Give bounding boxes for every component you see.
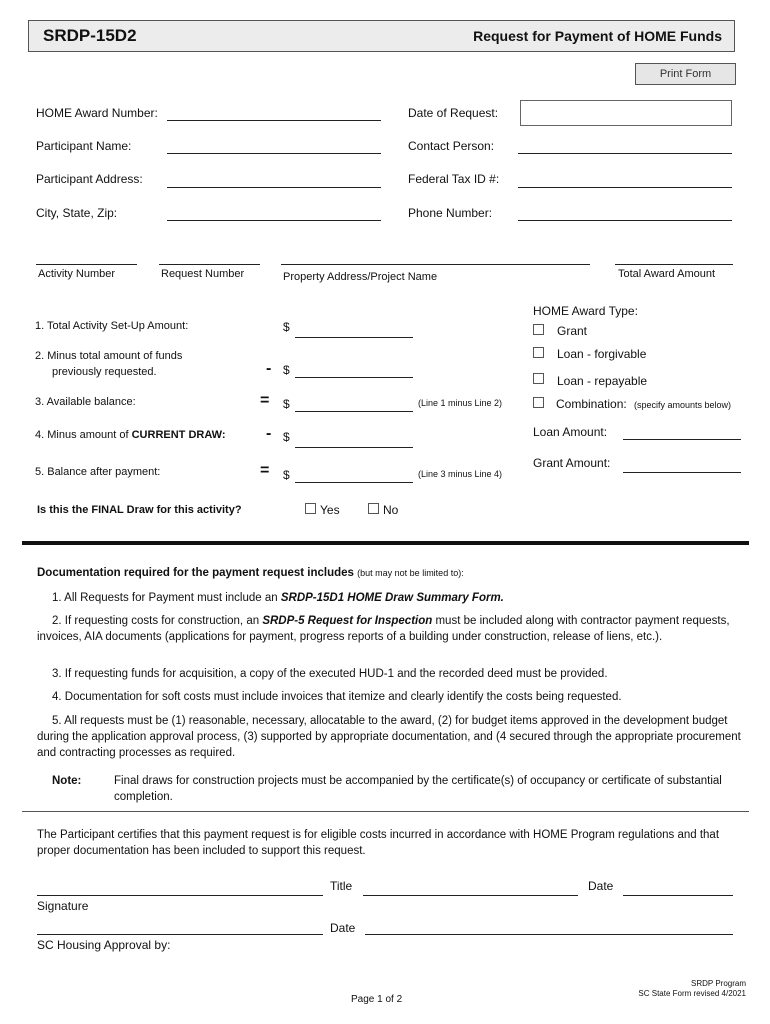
final-draw-yes-label: Yes — [320, 503, 340, 517]
doc-item-2-text: 2. If requesting costs for construction, an — [52, 615, 263, 627]
line2-minus: - — [266, 360, 272, 377]
signature-date-field[interactable] — [623, 895, 733, 896]
line3-label: 3. Available balance: — [35, 396, 136, 408]
participant-address-label: Participant Address: — [36, 172, 143, 186]
property-address-label: Property Address/Project Name — [283, 271, 438, 283]
home-award-number-label: HOME Award Number: — [36, 106, 158, 120]
title-label: Title — [330, 879, 353, 893]
federal-tax-id-field[interactable] — [518, 187, 732, 188]
contact-person-label: Contact Person: — [408, 139, 495, 153]
line1-label: 1. Total Activity Set-Up Amount: — [35, 320, 189, 332]
signature-label: Signature — [37, 899, 89, 913]
loan-repayable-checkbox[interactable] — [533, 373, 544, 384]
loan-forgivable-label: Loan - forgivable — [557, 347, 647, 361]
form-header-bar — [28, 20, 735, 52]
total-award-amount-field[interactable] — [615, 264, 733, 265]
doc-item-2 — [37, 613, 760, 645]
line4-minus: - — [266, 425, 272, 442]
combination-note: (specify amounts below) — [634, 400, 732, 410]
line3-amount-field[interactable] — [295, 411, 413, 412]
loan-forgivable-checkbox[interactable] — [533, 347, 544, 358]
city-state-zip-label: City, State, Zip: — [36, 206, 118, 220]
doc-item-5: 5. All requests must be (1) reasonable, necessary, allocatable to the award, (2) for budget items approved in the development budget during the application approval process, (3) supported by appropriate documentation, and (4 secured through the appropriate procurement and contracting processes as required. — [37, 715, 741, 759]
request-number-label: Request Number — [161, 268, 245, 280]
footer-program: SRDP Program — [691, 979, 746, 988]
doc-item-1 — [52, 590, 752, 606]
title-field[interactable] — [363, 895, 578, 896]
property-address-field[interactable] — [281, 264, 590, 265]
final-draw-no-checkbox[interactable] — [368, 503, 379, 514]
activity-number-label: Activity Number — [38, 268, 116, 280]
federal-tax-id-label: Federal Tax ID #: — [408, 172, 500, 186]
doc-item-3: 3. If requesting funds for acquisition, a copy of the executed HUD-1 and the recorded deed must be provided. — [52, 668, 608, 680]
section-divider — [22, 541, 749, 545]
line4-label — [35, 429, 226, 441]
total-award-amount-label: Total Award Amount — [618, 268, 716, 280]
line4-amount-field[interactable] — [295, 447, 413, 448]
doc-item-1-form: SRDP-15D1 HOME Draw Summary Form. — [280, 592, 504, 604]
request-number-field[interactable] — [159, 264, 260, 265]
date-of-request-label: Date of Request: — [408, 106, 499, 120]
footer-revised: SC State Form revised 4/2021 — [638, 989, 746, 998]
approval-signature-field[interactable] — [37, 934, 323, 935]
phone-number-field[interactable] — [518, 220, 732, 221]
grant-amount-field[interactable] — [623, 472, 741, 473]
line4-prefix: 4. Minus amount of — [35, 429, 132, 441]
line5-dollar: $ — [283, 468, 290, 482]
grant-checkbox[interactable] — [533, 324, 544, 335]
doc-item-4: 4. Documentation for soft costs must include invoices that itemize and clearly identify the costs being requested. — [52, 691, 622, 703]
doc-item-2-suffix: must be included along with contractor payment requests, invoices, AIA documents (applications for payment, progress reports of a building under construction, release of liens, etc.). — [37, 615, 730, 643]
combination-label: Combination: — [556, 397, 627, 411]
grant-amount-label: Grant Amount: — [533, 456, 611, 470]
line2-label-b: previously requested. — [52, 366, 157, 378]
form-title: Request for Payment of HOME Funds — [473, 28, 722, 44]
line5-amount-field[interactable] — [295, 482, 413, 483]
final-draw-no-label: No — [383, 503, 399, 517]
line5-label: 5. Balance after payment: — [35, 466, 161, 478]
loan-amount-field[interactable] — [623, 439, 741, 440]
date-of-request-field[interactable] — [520, 100, 732, 126]
line1-amount-field[interactable] — [295, 337, 413, 338]
award-type-heading: HOME Award Type: — [533, 304, 638, 318]
documentation-heading — [37, 565, 747, 581]
loan-amount-label: Loan Amount: — [533, 425, 608, 439]
line3-note: (Line 1 minus Line 2) — [418, 398, 503, 408]
doc-item-1-text: 1. All Requests for Payment must include an — [52, 592, 281, 604]
line2-dollar: $ — [283, 363, 290, 377]
line2-amount-field[interactable] — [295, 377, 413, 378]
participant-name-field[interactable] — [167, 153, 381, 154]
note-text: Final draws for construction projects must be accompanied by the certificate(s) of occupancy or certificate of substantial completion. — [114, 775, 722, 803]
form-id: SRDP-15D2 — [43, 26, 137, 45]
phone-number-label: Phone Number: — [408, 206, 493, 220]
print-form-button[interactable]: Print Form — [635, 63, 736, 85]
final-draw-question: Is this the FINAL Draw for this activity? — [37, 504, 242, 516]
participant-address-field[interactable] — [167, 187, 381, 188]
line1-dollar: $ — [283, 320, 290, 334]
line2-label-a: 2. Minus total amount of funds — [35, 350, 183, 362]
participant-name-label: Participant Name: — [36, 139, 132, 153]
activity-number-field[interactable] — [36, 264, 137, 265]
date-label: Date — [588, 879, 614, 893]
documentation-heading-note: (but may not be limited to): — [357, 568, 464, 578]
line3-equals: = — [260, 392, 270, 409]
section-divider-thin — [22, 811, 749, 812]
documentation-heading-text: Documentation required for the payment request includes — [37, 567, 354, 579]
contact-person-field[interactable] — [518, 153, 732, 154]
line4-current-draw: CURRENT DRAW: — [131, 429, 226, 441]
page-number: Page 1 of 2 — [351, 994, 403, 1005]
line3-dollar: $ — [283, 397, 290, 411]
city-state-zip-field[interactable] — [167, 220, 381, 221]
home-award-number-field[interactable] — [167, 120, 381, 121]
line5-equals: = — [260, 462, 270, 479]
certification-text: The Participant certifies that this payment request is for eligible costs incurred in accordance with HOME Program regulations and that proper documentation has been included to support this request. — [37, 829, 720, 857]
note-label: Note: — [52, 775, 82, 787]
doc-item-2-form: SRDP-5 Request for Inspection — [262, 615, 433, 627]
line5-note: (Line 3 minus Line 4) — [418, 469, 503, 479]
approval-date-field[interactable] — [365, 934, 733, 935]
approval-date-label: Date — [330, 921, 356, 935]
final-draw-yes-checkbox[interactable] — [305, 503, 316, 514]
grant-label: Grant — [557, 324, 588, 338]
signature-field[interactable] — [37, 895, 323, 896]
loan-repayable-label: Loan - repayable — [557, 374, 648, 388]
combination-checkbox[interactable] — [533, 397, 544, 408]
approval-label: SC Housing Approval by: — [37, 938, 171, 952]
line4-dollar: $ — [283, 430, 290, 444]
